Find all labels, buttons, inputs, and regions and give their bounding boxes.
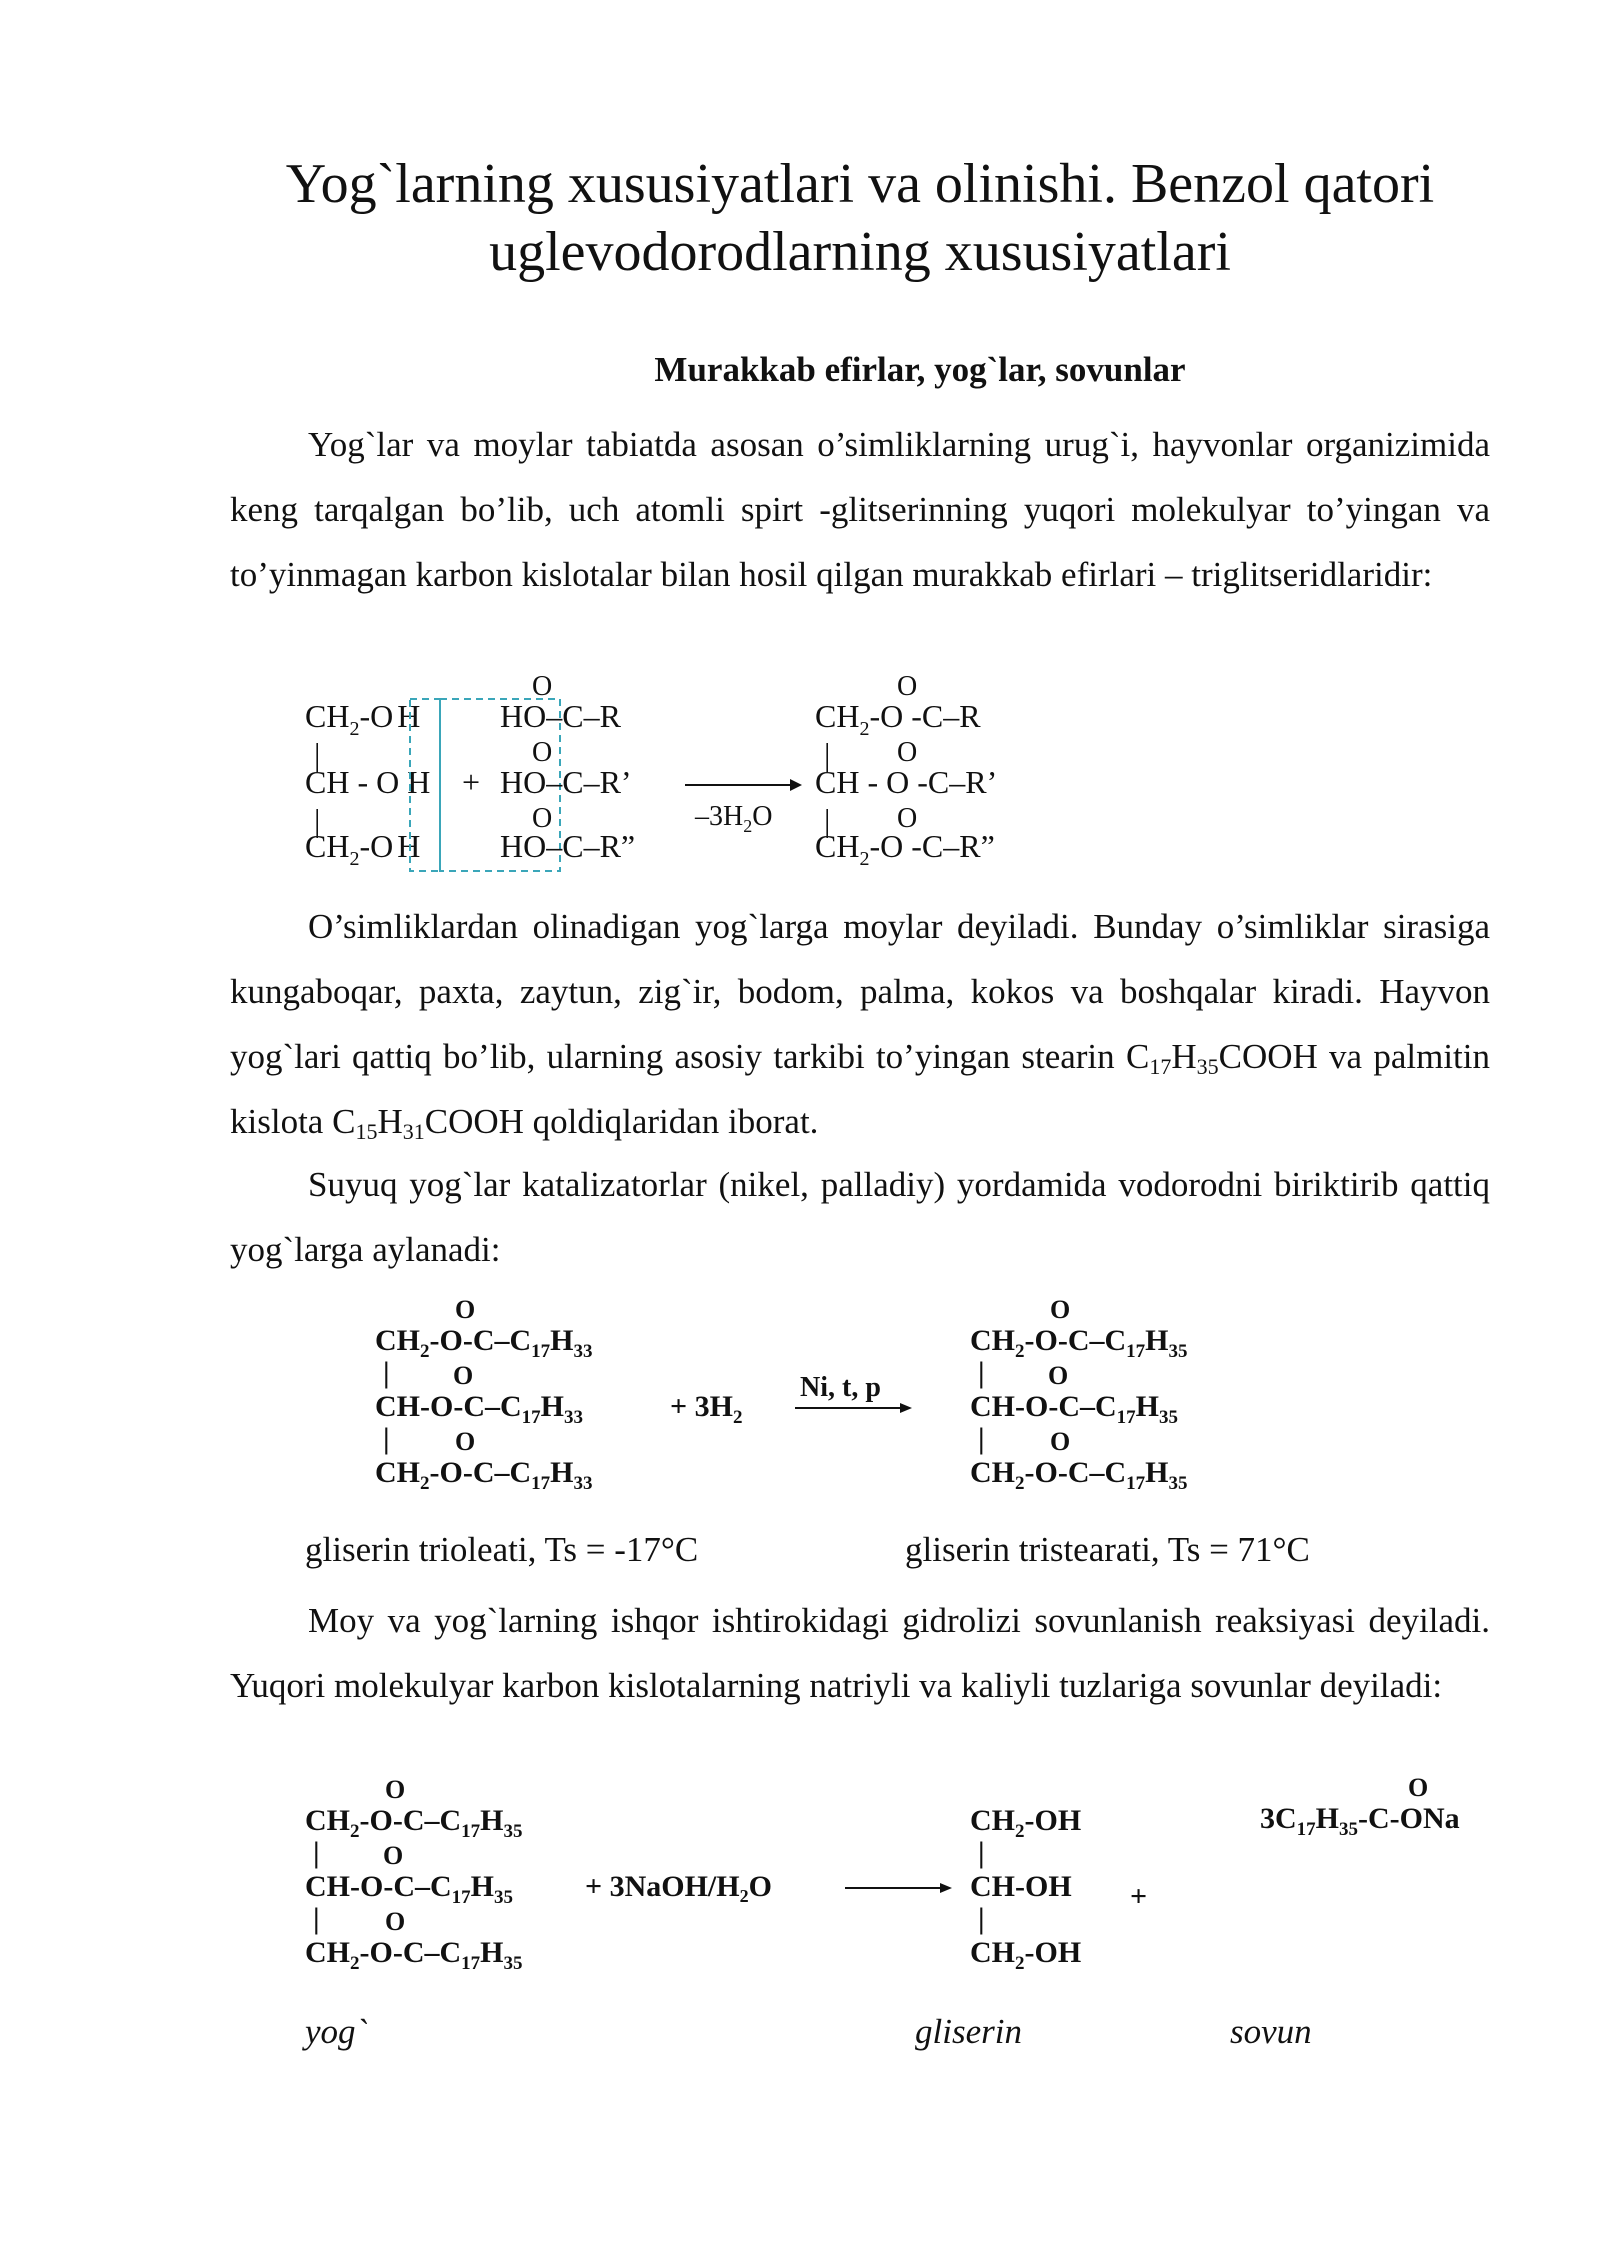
caption-soap: sovun [1230,2012,1312,2051]
esterification-condition: $-3H_2O$ [695,801,773,836]
paragraph-plant-oils [230,894,1490,1154]
paragraph-hydrogenation: Suyuq yog`lar katalizatorlar (nikel, palladiy) yordamida vodorodni biriktirib qattiq yog`larga aylanadi: [230,1165,1490,1269]
triolein-row-3: $CH_2-O-C-C_{17}H_{33}$ [375,1456,593,1494]
esterification-scheme [300,665,1100,885]
fat-row-3: $CH_2-O-C-C_{17}H_{35}$ [305,1936,523,1974]
triolein-carbonyl-oxygen-3: O [455,1427,476,1456]
paragraph-plant-oils-tail: qoldiqlaridan iborat. [523,1102,819,1141]
naoh-reagent: + 3NaOH/H₂O [585,1870,772,1903]
connector-text: va palmitin kislota [230,1037,1491,1141]
acid-oxygen-3: O [532,803,553,834]
caption-fat: yog` [305,2012,368,2051]
glycerin-row-2: CH-OH [970,1870,1072,1903]
section-heading: Murakkab efirlar, yog`lar, sovunlar [654,350,1186,389]
glycerin-row-1: $CH_2-OH$ [970,1804,1082,1842]
paragraph-saponification: Moy va yog`larning ishqor ishtirokidagi gidrolizi sovunlanish reaksiyasi deyiladi. Yuqori molekulyar karbon kislotalarning natriyli va kaliyli tuzlariga sovunlar deyiladi: [230,1601,1490,1705]
triolein-carbonyl-oxygen-2: O [453,1361,474,1390]
caption-triolein: gliserin trioleati, Ts = -17°C [305,1530,699,1569]
tristearin-carbonyl-oxygen-2: O [1048,1361,1069,1390]
tristearin-carbonyl-oxygen-1: O [1050,1295,1071,1324]
page-title-line-1: Yog`larning xususiyatlari va olinishi. Benzol qatori [285,153,1435,215]
page-title [160,150,1560,286]
glycerin-bond-1: | [978,1836,985,1869]
stearin-formula: $C_{17}H_{35}COOH$ [1125,1037,1318,1079]
glycerin-bond-2: | [978,1902,985,1935]
tristearin-row-1: $CH_2-O-C-C_{17}H_{35}$ [970,1324,1188,1362]
product-row-2: CH - O -C–R’ [815,764,998,800]
triolein-bond-1: | [383,1356,390,1389]
page-title-line-2: uglevodorodlarning xususiyatlari [489,221,1231,283]
hydrogen-reagent: + $3H_2$ [670,1390,743,1428]
tristearin-row-2: $CH-O-C-C_{17}H_{35}$ [970,1390,1178,1428]
tristearin-carbonyl-oxygen-3: O [1050,1427,1071,1456]
fat-bond-1: | [313,1836,320,1869]
hydrogenation-arrow-head [900,1403,912,1413]
tristearin-row-3: $CH_2-O-C-C_{17}H_{35}$ [970,1456,1188,1494]
fat-carbonyl-oxygen-2: O [383,1841,404,1870]
reaction-arrow-head [790,779,802,791]
product-row-1: $CH_2-O$ -C–R [815,698,981,740]
glycerol-row-1: $CH_2-O$ H [305,698,421,740]
caption-tristearin: gliserin tristearati, Ts = 71°C [905,1530,1310,1569]
triolein-row-2: $CH-O-C-C_{17}H_{33}$ [375,1390,583,1428]
glycerol-bond-1: | [314,736,321,772]
glycerol-row-3: $CH_2-O$ H [305,828,421,870]
triolein-carbonyl-oxygen-1: O [455,1295,476,1324]
saponification-scheme [300,1773,1540,1980]
tristearin-bond-2: | [978,1422,985,1455]
acid-1: HO–C–R [500,698,621,734]
product-oxygen-1: O [897,671,918,702]
fat-row-1: $CH_2-O-C-C_{17}H_{35}$ [305,1804,523,1842]
product-row-3: $CH_2-O$ -C–R” [815,828,995,870]
saponification-plus: + [1130,1880,1148,1913]
fat-row-2: $CH-O-C-C_{17}H_{35}$ [305,1870,513,1908]
tristearin-bond-1: | [978,1356,985,1389]
glycerol-bond-2: | [314,802,321,838]
product-bond-1: | [824,736,831,772]
acid-oxygen-2: O [532,737,553,768]
triolein-bond-2: | [383,1422,390,1455]
hydrogenation-condition: Ni, t, p [800,1372,881,1403]
paragraph-plant-oils-text: O’simliklardan olinadigan yog`larga moylar deyiladi. Bunday o’simliklar sirasiga kungaboqar, paxta, zaytun, zig`ir, bodom, palma, kokos va boshqalar kiradi. Hayvon yog`lari qattiq bo’lib, ularning asosiy tarkibi to’yingan stearin [230,907,1490,1076]
product-oxygen-3: O [897,803,918,834]
plus-sign: + [462,764,481,800]
acid-oxygen-1: O [532,671,553,702]
saponification-arrow-head [940,1883,952,1893]
fat-bond-2: | [313,1902,320,1935]
fat-carbonyl-oxygen-3: O [385,1907,406,1936]
caption-glycerin: gliserin [915,2012,1022,2051]
product-oxygen-2: O [897,737,918,768]
acid-3: HO–C–R” [500,828,636,864]
glycerol-row-2: CH - O H [305,764,431,800]
acid-2: HO–C–R’ [500,764,632,800]
soap-formula: $3C_{17}H_{35}-C$-ONa [1260,1802,1460,1840]
glycerin-row-3: $CH_2-OH$ [970,1936,1082,1974]
hydrogenation-scheme [370,1295,1250,1500]
fat-carbonyl-oxygen-1: O [385,1775,406,1804]
paragraph-triglycerides: Yog`lar va moylar tabiatda asosan o’simliklarning urug`i, hayvonlar organizimida keng tarqalgan bo’lib, uch atomli spirt -glitserinning yuqori molekulyar to’yingan va to’yinmagan karbon kislotalar bilan hosil qilgan murakkab efirlari – triglitseridlaridir: [230,425,1490,594]
soap-carbonyl-oxygen: O [1408,1773,1429,1802]
palmitin-formula: $C_{15}H_{31}COOH$ [332,1102,524,1144]
triolein-row-1: $CH_2-O-C-C_{17}H_{33}$ [375,1324,593,1362]
product-bond-2: | [824,802,831,838]
